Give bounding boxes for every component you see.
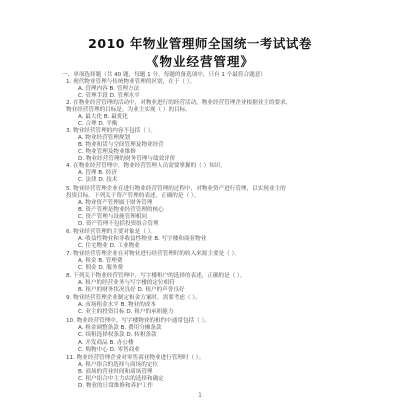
text-line: 3. 物业经营管理的内容不包括（ ）。 [66, 128, 156, 134]
text-line: 8. 下列关于物业经营管理中，写字楼租户的选择的表述，正确的是（ ）。 [66, 273, 246, 279]
text-line: C. 资产管理与设施管理相同 [78, 214, 147, 220]
text-line: C. 合理 D. 平衡 [78, 121, 118, 127]
text-line: A. 租金 B. 管理费 [78, 258, 123, 264]
text-line: C. 业主的投资目标 D. 租户的承租能力 [78, 309, 174, 315]
text-line: 10. 物业经营管理中，写字楼物业的租约中通常包括（ ）。 [66, 318, 210, 324]
text-line: A. 物业经营管理规划 [78, 135, 131, 141]
text-line: A. 开发商品 B. 办公楼 [78, 340, 134, 346]
page-number: 1 [198, 392, 202, 399]
text-line: 2. 在物业经营管理的活动中，对物业进行的经营活动，物业经营管理企业根据业主的要求， [66, 100, 292, 106]
text-line: B. 租户的财务状况良好 D. 租户的声誉良好 [78, 287, 185, 293]
text-line: 9. 物业经营管理企业制定租金方案时，需要考虑（ ）。 [66, 295, 201, 301]
text-line: 11. 物业经营管理企业对零售商业物业进行管理时（ ）。 [66, 355, 205, 361]
text-line: A. 管理内容 B. 管理方法 [78, 86, 140, 92]
text-line: A. 最大化 B. 最优化 [78, 114, 129, 120]
text-line: A. 收益性物业和非收益性物业 B. 写字楼和商业物业 [78, 236, 207, 242]
text-line: A. 物业资产管理属于财务管理 [78, 200, 153, 206]
text-line: 物业经营管理的目标是，为业主实现（ ）的目标。 [66, 107, 191, 113]
text-line: D. 资产管理不包括投资组合管理 [78, 221, 159, 227]
exam-subtitle: 《物业经营管理》 [145, 54, 254, 69]
text-line: C. 法律 D. 技术 [78, 177, 118, 183]
text-line: D. 物业的日常维修和养护工作 [78, 383, 153, 389]
text-line: C. 物业管理及物业维修 [78, 149, 136, 155]
text-line: 4. 在物业经营管理中，物业经营管理人员需要掌握的（ ）知识。 [66, 163, 226, 169]
text-line: A. 租户的经营业务与写字楼的定位相符 [78, 280, 175, 286]
text-line: B. 商场的营业时间和商场管理 [78, 369, 153, 375]
text-line: 7. 物业经营管理企业在对物业进行经营管理时的收入来源主要是（ ）。 [66, 251, 240, 257]
text-line: D. 物业经营管理的财务管理与绩效评价 [78, 156, 176, 162]
text-line: A. 管理 B. 经济 [78, 170, 117, 176]
text-line: C. 购物中心 D. 零售商业 [78, 347, 140, 353]
text-line: B. 资产管理是物业经营管理的核心 [78, 207, 164, 213]
text-line: 6. 物业经营管理的主要对象是（ ）。 [66, 229, 156, 235]
text-line: C. 续租选择权条款 D. 转租条款 [78, 332, 157, 338]
text-line: 一、单项选择题（共 40 题，每题 1 分。每题的备选项中，只有 1 个最符合题意） [62, 72, 266, 78]
text-line: A. 租金调整条款 B. 费用分摊条款 [78, 325, 162, 331]
text-line: 5. 物业经营管理企业在进行物业经营管理的过程中，对物业资产进行管理，以实现业主的 [66, 186, 286, 192]
text-line: A. 租户组合的选择与商场的定位 [78, 362, 159, 368]
text-line: C. 管理手段 D. 管理水平 [78, 93, 140, 99]
text-line: A. 市场租金水平 B. 物业的成本 [78, 302, 156, 308]
text-line: B. 物业租赁与空间管理及物业经营 [78, 142, 164, 148]
exam-title: 2010 年物业管理师全国统一考试试卷 [88, 36, 312, 51]
text-line: 1. 现代物业管理与传统物业管理的区别，在于（ ）。 [66, 79, 196, 85]
text-line: 投资目标。下列关于资产管理的表述，正确的是（ ）。 [66, 193, 200, 199]
text-line: C. 住宅物业 D. 工业物业 [78, 243, 140, 249]
text-line: C. 租户组合中主力店的选择和确定 [78, 376, 164, 382]
text-line: C. 佣金 D. 服务费 [78, 265, 124, 271]
